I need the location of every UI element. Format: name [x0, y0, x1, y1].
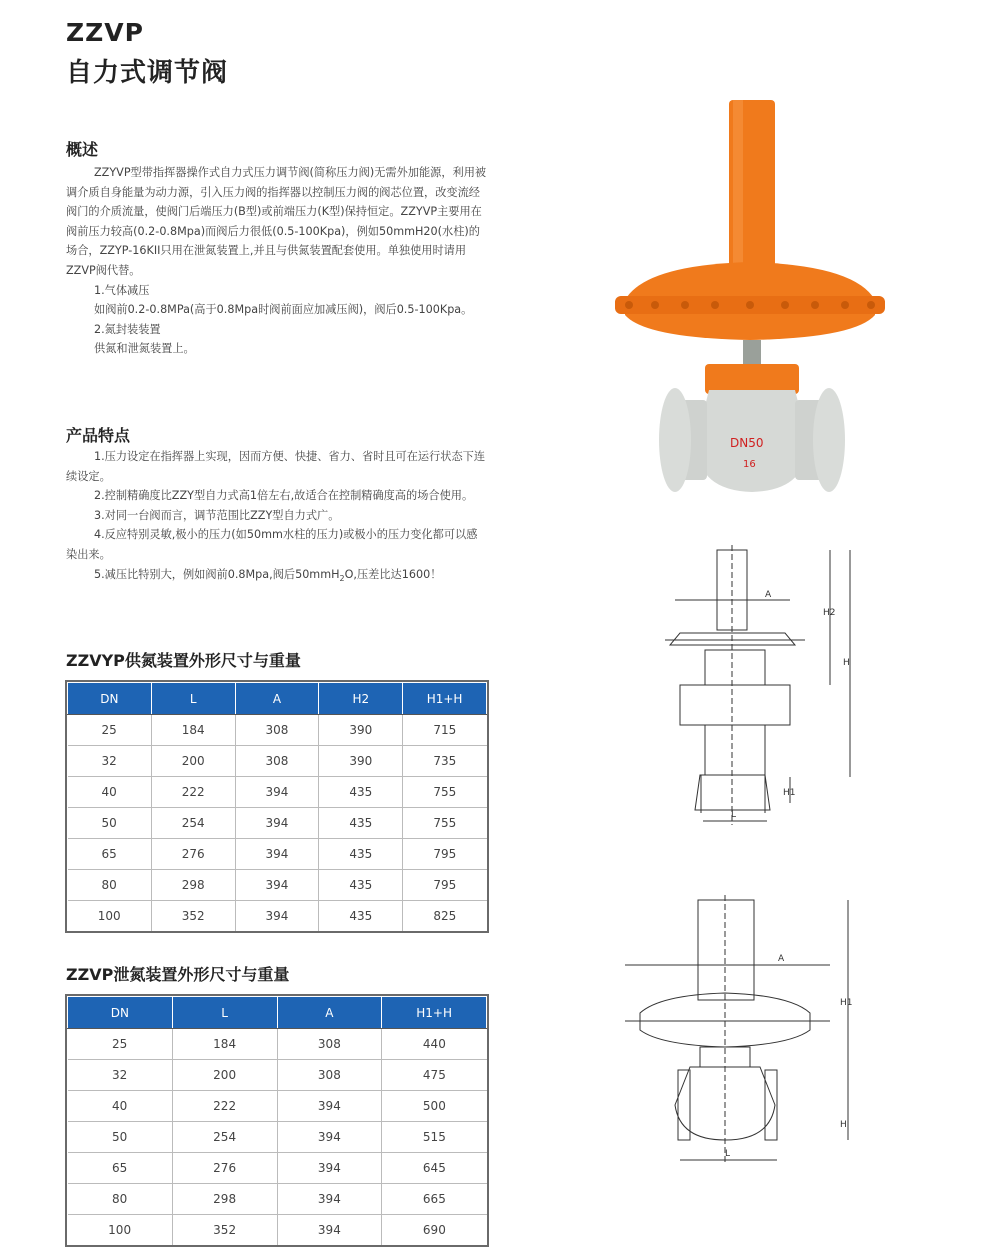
- table1-body: [68, 715, 487, 932]
- table-row: [68, 808, 487, 839]
- column-header: A: [235, 683, 319, 715]
- table-cell: 308: [277, 1029, 382, 1060]
- table-row: [68, 1153, 487, 1184]
- dim-a: A: [765, 590, 772, 600]
- subscript: 2: [339, 573, 345, 583]
- table-row: [68, 1091, 487, 1122]
- table-row: [68, 746, 487, 777]
- dim-l: L: [731, 810, 737, 820]
- table-row: [68, 870, 487, 901]
- table-row: [68, 1184, 487, 1215]
- table-cell: 32: [68, 1060, 173, 1091]
- feature-item: 2.控制精确度比ZZY型自力式高1倍左右,故适合在控制精确度高的场合使用。: [94, 489, 474, 503]
- table-cell: 80: [68, 870, 152, 901]
- table-cell: 665: [382, 1184, 487, 1215]
- table-cell: 298: [151, 870, 235, 901]
- dim-h1: H1: [783, 788, 796, 798]
- table-cell: 352: [172, 1215, 277, 1246]
- table1: [65, 680, 489, 933]
- table-row: [68, 777, 487, 808]
- table-cell: 440: [382, 1029, 487, 1060]
- table-cell: 435: [319, 901, 403, 932]
- table-cell: 394: [277, 1184, 382, 1215]
- table-cell: 308: [277, 1060, 382, 1091]
- features-heading: 产品特点: [66, 426, 131, 445]
- table-cell: 25: [68, 1029, 173, 1060]
- table-cell: 25: [68, 715, 152, 746]
- table2-header-row: [68, 997, 487, 1029]
- column-header: A: [277, 997, 382, 1029]
- inlet-flange: [659, 388, 691, 492]
- page-title: 自力式调节阀: [66, 58, 229, 88]
- table-cell: 50: [68, 1122, 173, 1153]
- table-cell: 394: [235, 901, 319, 932]
- table1-header-row: [68, 683, 487, 715]
- feature-item: [66, 565, 488, 589]
- table-cell: 690: [422, 1223, 446, 1237]
- dim-a: A: [778, 954, 785, 964]
- feature-item-text: 5.减压比特别大，例如阀前0.8Mpa,阀后50mmH: [94, 567, 340, 581]
- table-cell: 308: [235, 715, 319, 746]
- table-cell: 500: [382, 1091, 487, 1122]
- table-cell: 435: [319, 808, 403, 839]
- dim-h1: H1: [840, 998, 853, 1008]
- column-header: H2: [319, 683, 403, 715]
- table-cell: 394: [235, 808, 319, 839]
- table-cell: 80: [68, 1184, 173, 1215]
- overview-paragraph: 1.气体减压: [94, 283, 150, 297]
- table-row: [68, 1122, 487, 1153]
- table-cell: 100: [68, 1215, 173, 1246]
- table-cell: 254: [151, 808, 235, 839]
- table-cell: 40: [68, 1091, 173, 1122]
- table-row: [68, 1029, 487, 1060]
- table-row: [68, 715, 487, 746]
- table-row: [68, 839, 487, 870]
- table-cell: 795: [403, 870, 487, 901]
- dim-h: H: [840, 1120, 847, 1130]
- table-cell: 435: [319, 870, 403, 901]
- table-cell: 200: [151, 746, 235, 777]
- table-row: [68, 901, 487, 932]
- column-header: H1+H: [403, 683, 487, 715]
- feature-item: 3.对同一台阀而言，调节范围比ZZY型自力式广。: [94, 508, 340, 522]
- table-row: [68, 1215, 487, 1246]
- feature-item: 1.压力设定在指挥器上实现，因而方便、快捷、省力、省时且可在运行状态下连续设定。: [66, 450, 486, 483]
- table-cell: 515: [382, 1122, 487, 1153]
- table-cell: 184: [172, 1029, 277, 1060]
- valve-photo: [605, 100, 895, 520]
- dim-l: L: [725, 1149, 731, 1159]
- table-cell: 298: [172, 1184, 277, 1215]
- table-cell: 100: [68, 901, 152, 932]
- table-cell: 435: [319, 839, 403, 870]
- body-mark: DN50: [730, 436, 764, 450]
- table-cell: 755: [403, 777, 487, 808]
- table-cell: 254: [172, 1122, 277, 1153]
- table-cell: 735: [403, 746, 487, 777]
- table-cell: 276: [172, 1153, 277, 1184]
- table-cell: 394: [235, 839, 319, 870]
- features-list: [66, 447, 488, 588]
- table-cell: 276: [151, 839, 235, 870]
- drawing2-diaphragm: [640, 993, 810, 1047]
- table-cell: 435: [319, 777, 403, 808]
- drawing-supply: [645, 545, 865, 830]
- table-cell: 394: [277, 1215, 382, 1246]
- overview-paragraph: ZZYVP型带指挥器操作式自力式压力调节阀(简称压力阀)无需外加能源，利用被调介质自身能量为动力源，引入压力阀的指挥器以控制压力阀的阀芯位置，改变流经阀门的介质流量，使阀门后端压力(B型)或前端压力(K型)保持恒定。ZZYVP主要用在阀前压力较高(0.2-0.8Mpa)而阀后力很低(0.5-100Kpa)，例如50mmH20(水柱)的场合，ZZYP-16KII只用在泄氮装置上,并且与供氮装置配套使用。单独使用时请用ZZVP阀代替。: [66, 166, 487, 277]
- table-cell: 222: [172, 1091, 277, 1122]
- column-header: H1+H: [382, 997, 487, 1029]
- overview-paragraph: 2.氮封装装置: [94, 322, 161, 336]
- feature-item-text: O,压差比达1600！: [344, 567, 442, 581]
- table-cell: 390: [319, 715, 403, 746]
- table-cell: 32: [68, 746, 152, 777]
- table-cell: 475: [382, 1060, 487, 1091]
- table-cell: 394: [235, 777, 319, 808]
- table-cell: 645: [382, 1153, 487, 1184]
- overview-body: [66, 163, 488, 359]
- overview-paragraph: 如阀前0.2-0.8MPa(高于0.8Mpa时阀前面应加减压阀)，阀后0.5-100Kpa。: [94, 303, 473, 317]
- table-cell: 222: [151, 777, 235, 808]
- drawing-vent: [620, 895, 860, 1175]
- column-header: L: [151, 683, 235, 715]
- table-cell: 825: [433, 909, 457, 923]
- overview-paragraph: 供氮和泄氮装置上。: [94, 342, 195, 356]
- table2: [65, 994, 489, 1247]
- table-cell: 715: [403, 715, 487, 746]
- table-cell: 390: [319, 746, 403, 777]
- pressure-mark: 16: [743, 459, 756, 470]
- overview-heading: 概述: [66, 140, 99, 159]
- table-cell: 352: [151, 901, 235, 932]
- column-header: DN: [68, 997, 173, 1029]
- drawing2-rod: [698, 900, 754, 1000]
- table-row: [68, 1060, 487, 1091]
- bonnet-flange: [705, 364, 799, 394]
- column-header: DN: [68, 683, 152, 715]
- table-cell: 394: [277, 1091, 382, 1122]
- table-cell: 184: [151, 715, 235, 746]
- outlet-flange: [813, 388, 845, 492]
- table-cell: 50: [68, 808, 152, 839]
- table-cell: 40: [68, 777, 152, 808]
- table-cell: 394: [277, 1122, 382, 1153]
- dim-h: H: [843, 658, 850, 668]
- table1-title: ZZVYP供氮装置外形尺寸与重量: [66, 651, 301, 670]
- table2-body: [68, 1029, 487, 1246]
- table-cell: 200: [172, 1060, 277, 1091]
- feature-item: 4.反应特别灵敏,极小的压力(如50mm水柱的压力)或极小的压力变化都可以感染出来。: [66, 528, 478, 561]
- table-cell: 394: [277, 1153, 382, 1184]
- table-cell: 394: [235, 870, 319, 901]
- table-cell: 65: [68, 839, 152, 870]
- table-cell: 308: [235, 746, 319, 777]
- table-cell: 795: [403, 839, 487, 870]
- column-header: L: [172, 997, 277, 1029]
- table-cell: 65: [68, 1153, 173, 1184]
- table2-title: ZZVP泄氮装置外形尺寸与重量: [66, 965, 290, 984]
- table-cell: 755: [403, 808, 487, 839]
- product-model: ZZVP: [66, 18, 144, 47]
- dim-h2: H2: [823, 608, 836, 618]
